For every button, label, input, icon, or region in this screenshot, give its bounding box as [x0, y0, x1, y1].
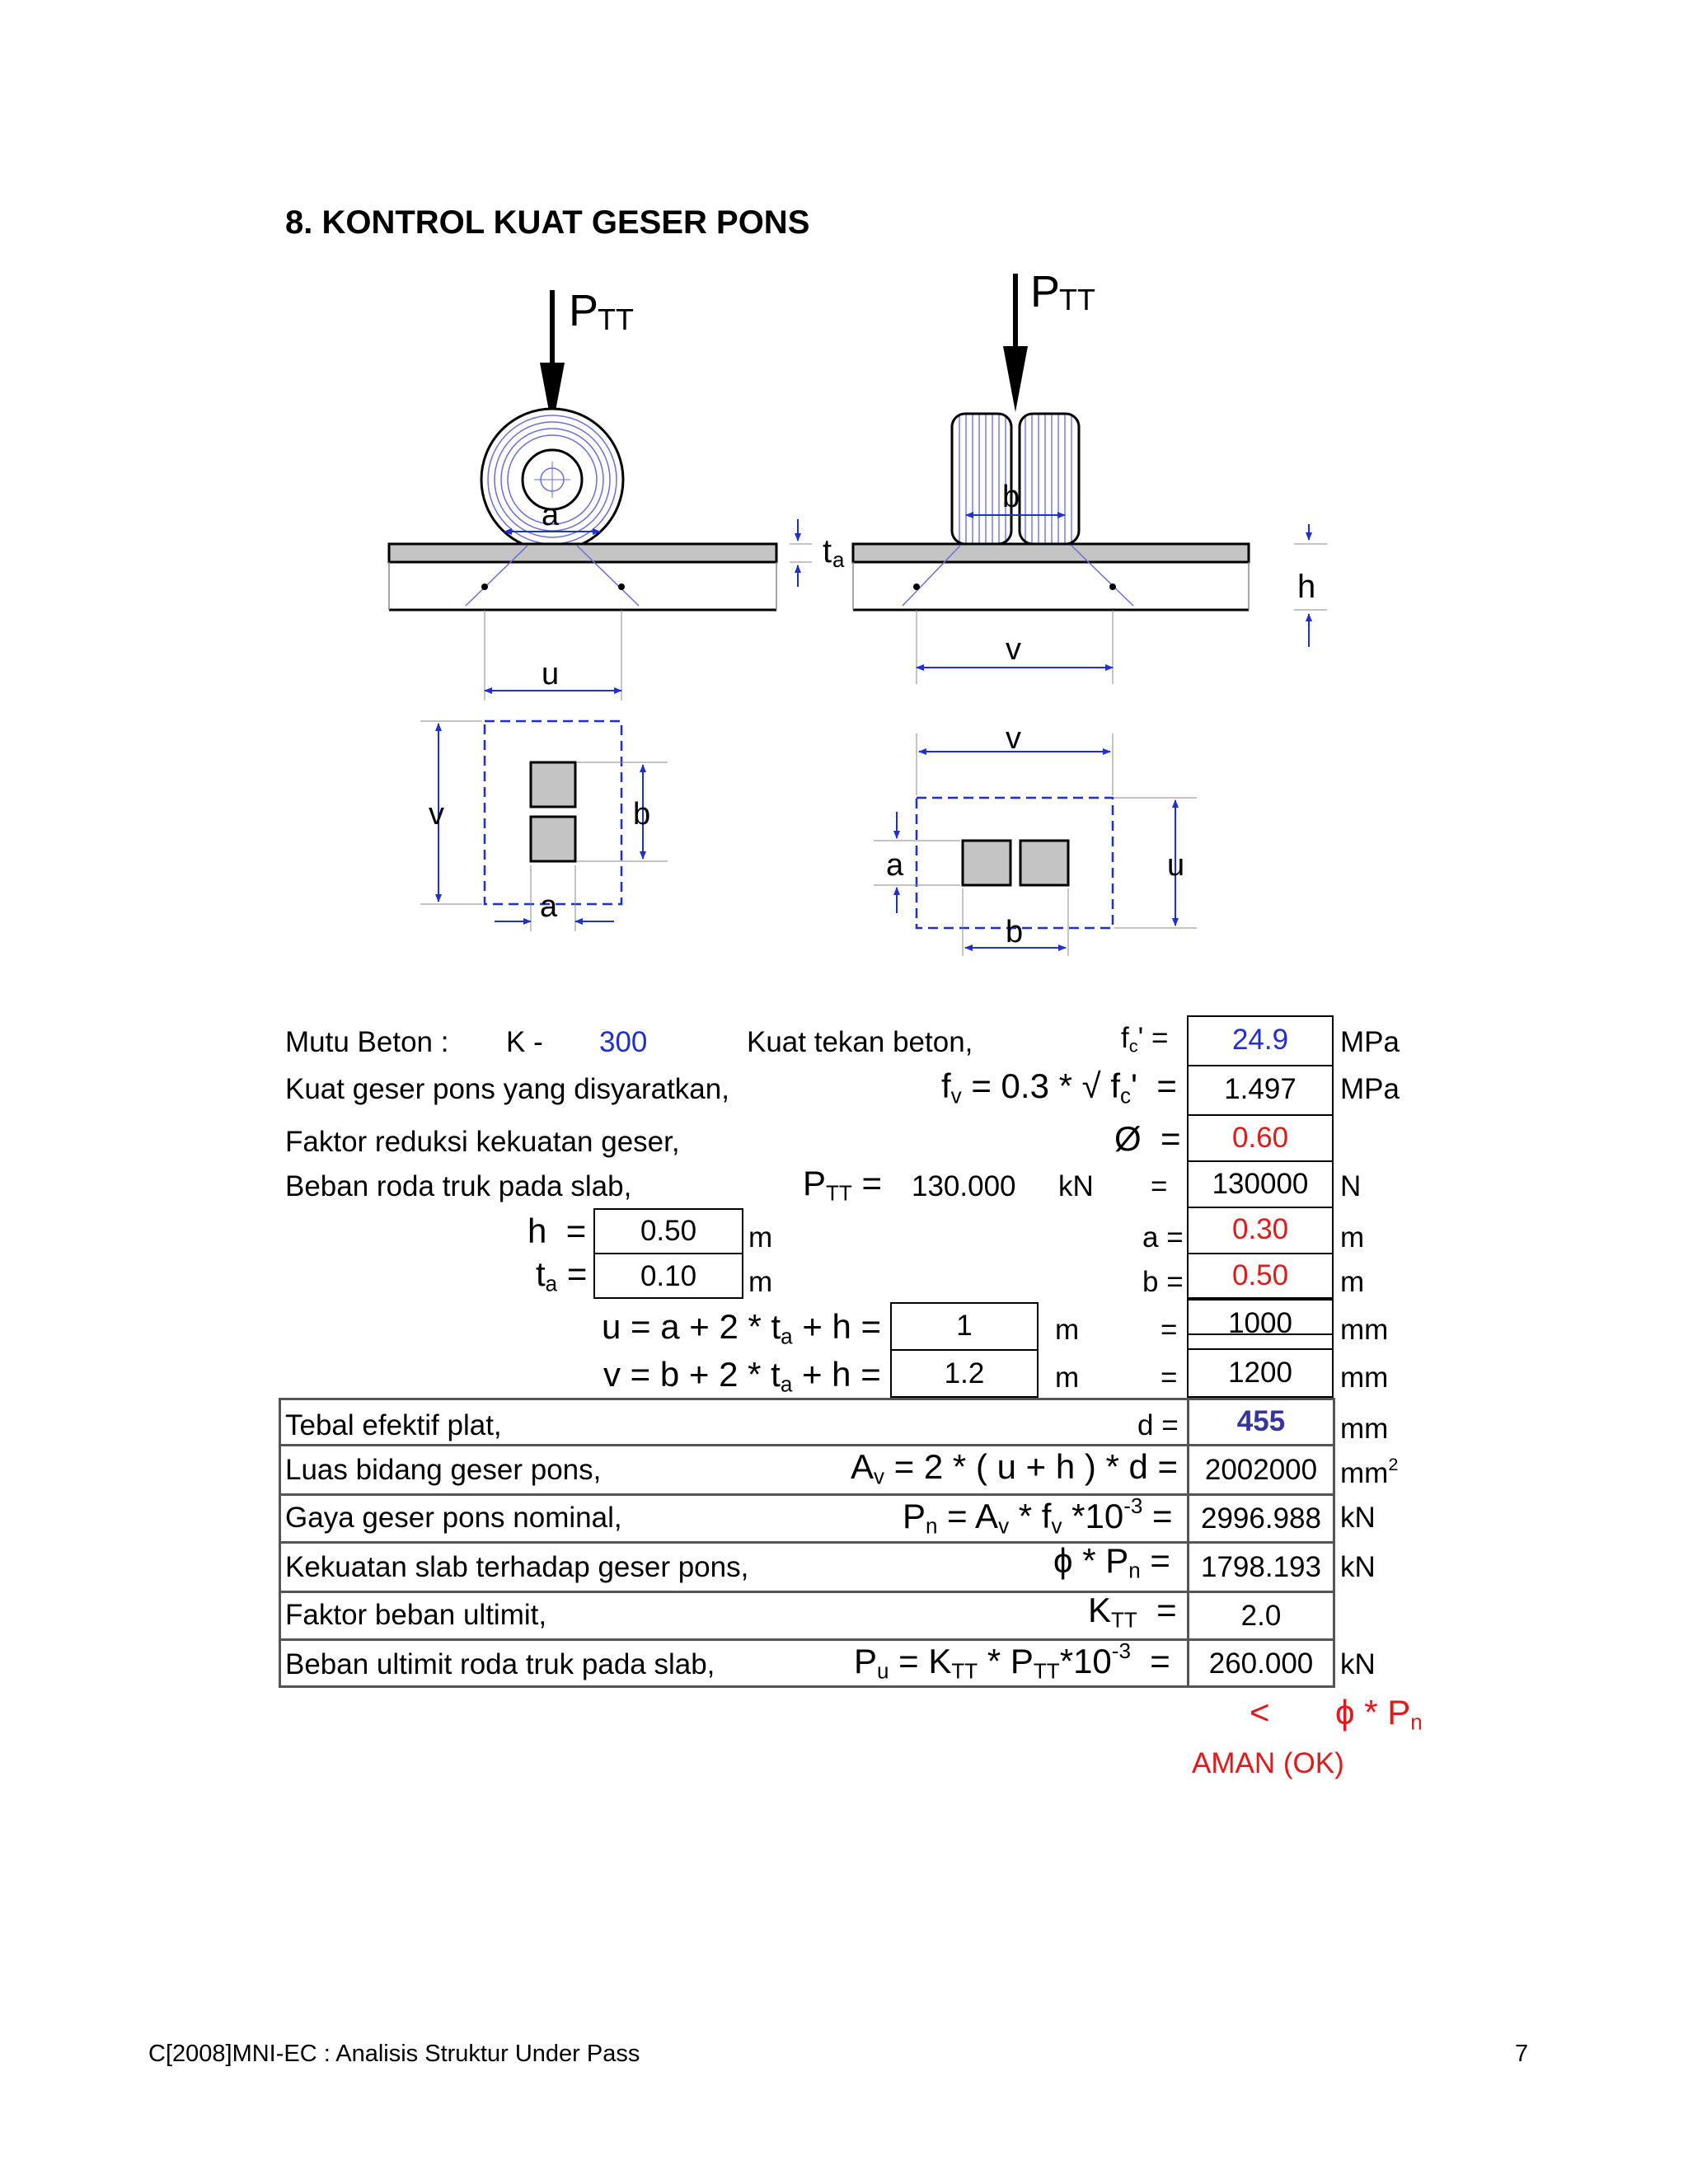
ptt-label-right: P — [1030, 267, 1061, 316]
ta-unit: m — [748, 1266, 773, 1298]
pn-value: 2996.988 — [1201, 1502, 1321, 1535]
fv-formula: $f_v = 0.3$ * √ $f_c'$ = — [941, 1066, 1177, 1108]
v-value-mm: 1200 — [1228, 1357, 1292, 1389]
svg-text:v: v — [1006, 721, 1021, 756]
a-value: 0.30 — [1231, 1213, 1289, 1245]
tyre-right-2 — [1020, 414, 1079, 544]
svg-text:TT: TT — [598, 302, 634, 336]
punching-shear-diagram — [0, 0, 1688, 972]
a-unit: m — [1340, 1221, 1365, 1254]
v-value-m: 1.2 — [944, 1357, 985, 1390]
svg-text:TT: TT — [1059, 283, 1095, 316]
fv-value: 1.497 — [1224, 1073, 1296, 1105]
svg-text:t: t — [823, 533, 832, 569]
phi-pn-compare: ϕ * $P_n$ — [1335, 1693, 1423, 1735]
k-label: K - — [506, 1026, 543, 1058]
pu-unit: kN — [1340, 1648, 1376, 1680]
svg-text:v: v — [1006, 632, 1021, 667]
table-row-label: Luas bidang geser pons, — [285, 1454, 602, 1486]
table-row-label: Kekuatan slab terhadap geser pons, — [285, 1551, 749, 1583]
ptt-label-left: P — [569, 286, 599, 335]
svg-text:v: v — [429, 797, 444, 832]
ptt-n-value: 130000 — [1212, 1168, 1309, 1200]
ptt-n-unit: N — [1340, 1170, 1362, 1202]
phi-value: 0.60 — [1231, 1122, 1289, 1154]
contact-area-right-1 — [963, 841, 1010, 885]
ptt-symbol: $P_{TT}$ = — [803, 1164, 883, 1206]
page-number: 7 — [1515, 2041, 1529, 2067]
svg-text:a: a — [542, 498, 560, 532]
slab-left-wearing — [389, 544, 776, 562]
svg-text:u: u — [542, 657, 560, 691]
u-formula: $u = a + 2 * t_a + h$ = — [602, 1307, 882, 1349]
svg-text:a: a — [832, 547, 845, 572]
av-unit: $mm^2$ — [1340, 1454, 1399, 1490]
phi-pn-unit: kN — [1340, 1551, 1376, 1583]
fc-symbol: $f_c'$ = — [1121, 1022, 1169, 1057]
contact-area-right-2 — [1020, 841, 1068, 885]
ta-symbol: $t_a$ = — [536, 1254, 588, 1296]
svg-text:u: u — [1167, 848, 1185, 883]
h-unit: m — [748, 1221, 773, 1254]
punching-perimeter-left — [485, 721, 621, 904]
footer-text: C[2008]MNI-EC : Analisis Struktur Under Pass — [148, 2041, 640, 2067]
d-unit: mm — [1340, 1413, 1389, 1445]
table-row-label: Beban ultimit roda truk pada slab, — [285, 1648, 715, 1680]
contact-area-left-1 — [531, 762, 575, 807]
fv-label: Kuat geser pons yang disyaratkan, — [285, 1073, 729, 1105]
ktt-formula: $K_{TT}$ = — [1088, 1591, 1177, 1633]
u-unit-m: m — [1055, 1314, 1080, 1346]
ta-value: 0.10 — [640, 1259, 697, 1292]
b-unit: m — [1340, 1266, 1365, 1298]
h-value: 0.50 — [640, 1214, 697, 1247]
tyre-right-1 — [952, 414, 1011, 544]
svg-text:b: b — [1002, 480, 1020, 514]
a-symbol: a = — [1142, 1221, 1184, 1254]
slab-right-wearing — [853, 544, 1249, 562]
table-row-label: Gaya geser pons nominal, — [285, 1502, 622, 1534]
punching-perimeter-right — [917, 798, 1113, 928]
fc-value: 24.9 — [1231, 1024, 1289, 1056]
v-formula: $v = b + 2 * t_a + h$ = — [603, 1355, 881, 1397]
contact-area-left-2 — [531, 817, 575, 861]
d-symbol: d = — [1137, 1409, 1179, 1441]
kuat-tekan-label: Kuat tekan beton, — [747, 1026, 973, 1058]
h-symbol: h = — [528, 1212, 587, 1250]
pu-value: 260.000 — [1208, 1647, 1314, 1680]
table-row-label: Faktor beban ultimit, — [285, 1599, 547, 1631]
pu-formula: $P_u = K_{TT} * P_{TT}*10^{-3}$ = — [854, 1638, 1170, 1684]
pn-unit: kN — [1340, 1502, 1376, 1534]
u-value-m: 1 — [956, 1310, 973, 1342]
svg-text:b: b — [633, 797, 651, 832]
u-value-mm: 1000 — [1228, 1307, 1292, 1339]
svg-text:b: b — [1006, 915, 1024, 949]
status-ok: AMAN (OK) — [1192, 1747, 1344, 1779]
ptt-value: 130.000 — [912, 1170, 1016, 1202]
svg-text:h: h — [1297, 569, 1316, 605]
phi-symbol: Ø = — [1114, 1119, 1181, 1158]
less-than-symbol: < — [1250, 1693, 1270, 1732]
phi-pn-value: 1798.193 — [1201, 1550, 1321, 1583]
v-unit-m: m — [1055, 1361, 1080, 1394]
av-value: 2002000 — [1204, 1453, 1318, 1486]
b-value: 0.50 — [1231, 1259, 1289, 1291]
v-unit-mm: mm — [1340, 1361, 1389, 1394]
mutu-beton-label: Mutu Beton : — [285, 1026, 449, 1058]
u-unit-mm: mm — [1340, 1314, 1389, 1346]
k-value: 300 — [599, 1026, 648, 1058]
phi-pn-formula: ϕ * $P_n$ = — [1053, 1541, 1170, 1583]
d-value: 455 — [1236, 1405, 1286, 1437]
ktt-value: 2.0 — [1240, 1599, 1282, 1632]
phi-label: Faktor reduksi kekuatan geser, — [285, 1126, 680, 1158]
table-row-label: Tebal efektif plat, — [285, 1409, 502, 1441]
b-symbol: b = — [1142, 1266, 1184, 1298]
fc-unit: MPa — [1340, 1026, 1400, 1058]
svg-text:a: a — [540, 889, 558, 924]
ptt-eq: = — [1151, 1170, 1168, 1202]
fv-unit: MPa — [1340, 1073, 1400, 1105]
section-title: 8. KONTROL KUAT GESER PONS — [285, 204, 810, 241]
pn-formula: $P_n = A_v * f_v$ $*10^{-3}$ = — [903, 1493, 1173, 1539]
av-formula: $A_v = 2$ * ( u + h ) * d = — [851, 1447, 1179, 1489]
ptt-unit: kN — [1058, 1170, 1094, 1202]
ptt-label: Beban roda truk pada slab, — [285, 1170, 632, 1202]
svg-text:a: a — [886, 848, 904, 883]
